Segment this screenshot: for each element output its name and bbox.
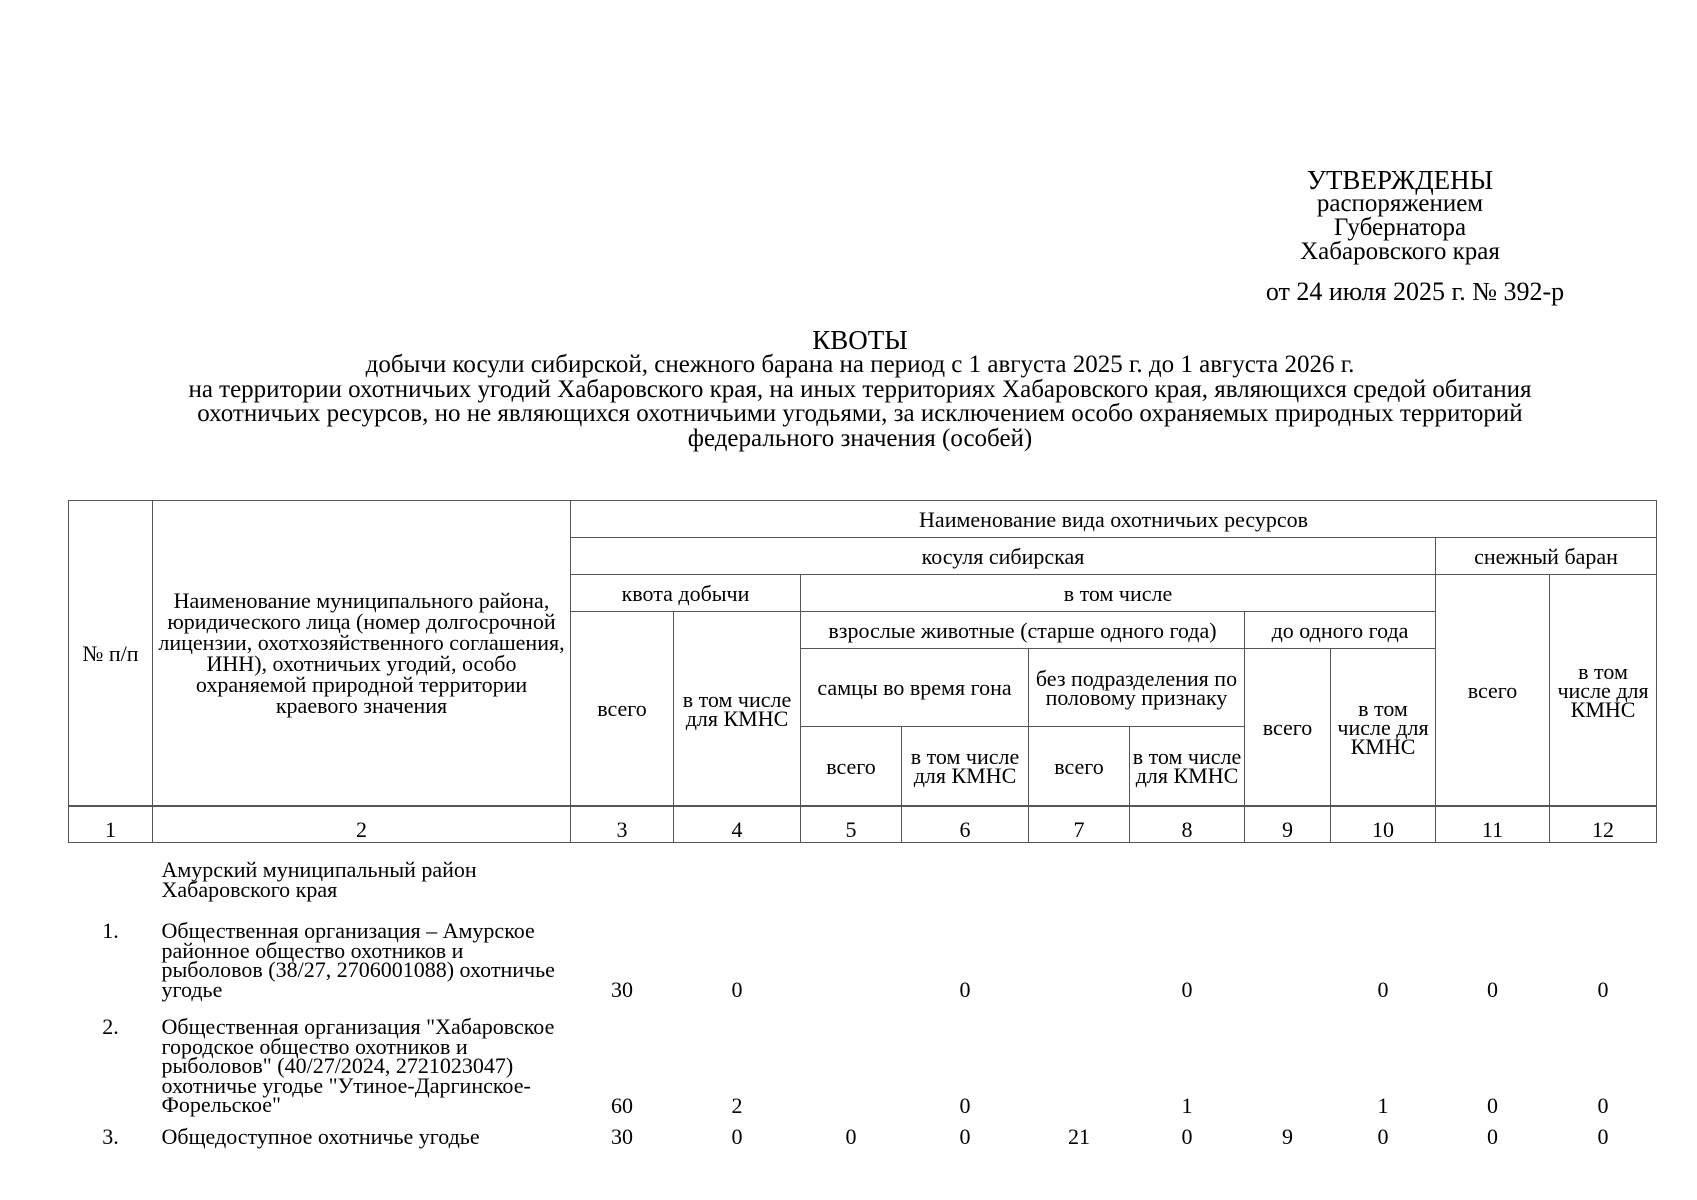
row-number: 1.: [102, 918, 119, 943]
cell-value: 1: [1181, 1092, 1193, 1118]
header-quota-kmns: в том числе для КМНС: [674, 612, 801, 807]
table-row: [69, 899, 1657, 999]
header-adults: взрослые животные (старше одного года): [801, 612, 1245, 649]
cell-value: 2: [731, 1092, 743, 1118]
column-number: 5: [801, 806, 902, 843]
column-number: 2: [153, 806, 571, 843]
district-row: [69, 843, 1657, 900]
cell-value: 0: [1487, 1092, 1498, 1118]
cell-value: 9: [1282, 1124, 1293, 1149]
column-number: 1: [69, 806, 153, 843]
title-line-1: добычи косули сибирской, снежного барана на период с 1 августа 2025 г. до 1 августа 2026 г.: [365, 351, 1355, 378]
document-title: [60, 327, 1660, 451]
quota-table: [68, 500, 1657, 1149]
cell-value: 0: [731, 1124, 743, 1149]
header-under-one-total: всего: [1245, 649, 1331, 807]
cell-value: 0: [1597, 1124, 1609, 1149]
cell-value: [1245, 899, 1331, 999]
column-number: 8: [1130, 806, 1245, 843]
row-number: 2.: [102, 1014, 119, 1039]
cell-value: 0: [959, 1124, 971, 1149]
approval-line-2: распоряжением: [1316, 190, 1484, 217]
title-line-4: федерального значения (особей): [687, 424, 1033, 452]
header-under-one: до одного года: [1245, 612, 1436, 649]
column-number: 6: [902, 806, 1029, 843]
column-number: 12: [1550, 806, 1657, 843]
table-row: [69, 999, 1657, 1115]
cell-value: 0: [959, 977, 971, 1002]
title-line-3: охотничьих ресурсов, но не являющихся охотничьими угодьями, за исключением особо охраняемых природных территорий: [197, 400, 1523, 427]
row-name: Общественная организация – Амурское районное общество охотников и рыболовов (38/27, 2706001088) охотничье угодье: [161, 918, 555, 1002]
cell-value: [801, 899, 902, 999]
cell-value: 0: [1181, 1124, 1193, 1149]
cell-value: 1: [1377, 1092, 1389, 1118]
column-numbers-row: [69, 806, 1657, 843]
header-num: № п/п: [69, 501, 153, 807]
header-name: Наименование муниципального района, юридического лица (номер долгосрочной лицензии, охотхозяйственного соглашения, ИНН), охотничьих угодий, особо охраняемой природной территории краевого значения: [153, 501, 571, 807]
column-number: 7: [1029, 806, 1130, 843]
column-number: 10: [1331, 806, 1436, 843]
cell-value: 30: [611, 1124, 633, 1149]
cell-value: 60: [611, 1092, 633, 1118]
approval-stamp: [1250, 165, 1550, 265]
cell-value: 21: [1068, 1124, 1090, 1149]
row-name: Общественная организация "Хабаровское городское общество охотников и рыболовов" (40/27/2024, 2721023047) охотничье угодье "Утиное-Даргинское-Форельское": [161, 1014, 555, 1117]
header-no-sex: без подразделения по половому признаку: [1029, 649, 1245, 727]
header-under-one-kmns: в том числе для КМНС: [1331, 649, 1436, 807]
table-row: [69, 1115, 1657, 1147]
header-no-sex-total: всего: [1029, 727, 1130, 807]
header-males-total: всего: [801, 727, 902, 807]
cell-value: [1029, 999, 1130, 1115]
cell-value: [1029, 899, 1130, 999]
approval-title: УТВЕРЖДЕНЫ: [1306, 165, 1494, 195]
approval-date: от 24 июля 2025 г. № 392-р: [1265, 277, 1565, 306]
column-number: 3: [571, 806, 674, 843]
cell-value: [801, 999, 902, 1115]
header-males-rut: самцы во время гона: [801, 649, 1029, 727]
cell-value: 0: [1377, 977, 1389, 1002]
cell-value: 0: [1377, 1124, 1389, 1149]
cell-value: 30: [611, 977, 633, 1002]
cell-value: 0: [731, 977, 743, 1002]
cell-value: 0: [1487, 977, 1498, 1002]
cell-value: 0: [1597, 1092, 1609, 1118]
header-quota: квота добычи: [571, 575, 801, 612]
row-number: 3.: [102, 1123, 119, 1149]
header-resource-type: Наименование вида охотничьих ресурсов: [571, 501, 1657, 538]
column-number: 4: [674, 806, 801, 843]
column-number: 9: [1245, 806, 1331, 843]
cell-value: [1245, 999, 1331, 1115]
cell-value: 0: [1181, 977, 1193, 1002]
header-including: в том числе: [801, 575, 1436, 612]
title-line-2: на территории охотничьих угодий Хабаровского края, на иных территориях Хабаровского края, являющихся средой обитания: [188, 375, 1532, 403]
district-name: Амурский муниципальный район Хабаровского края: [161, 857, 477, 902]
approval-line-3: Губернатора: [1333, 214, 1467, 241]
header-no-sex-kmns: в том числе для КМНС: [1130, 727, 1245, 807]
row-name: Общедоступное охотничье угодье: [161, 1123, 480, 1149]
header-quota-total: всего: [571, 612, 674, 807]
header-sheep-total: всего: [1436, 575, 1550, 807]
header-sheep-kmns: в том числе для КМНС: [1550, 575, 1657, 807]
title-main: КВОТЫ: [812, 325, 908, 355]
header-sheep: снежный баран: [1436, 538, 1657, 575]
header-males-kmns: в том числе для КМНС: [902, 727, 1029, 807]
cell-value: 0: [959, 1092, 971, 1118]
column-number: 11: [1436, 806, 1550, 843]
cell-value: 0: [1487, 1124, 1498, 1149]
approval-line-4: Хабаровского края: [1300, 238, 1500, 265]
header-roe: косуля сибирская: [571, 538, 1436, 575]
cell-value: 0: [1597, 977, 1609, 1002]
cell-value: 0: [845, 1124, 857, 1149]
